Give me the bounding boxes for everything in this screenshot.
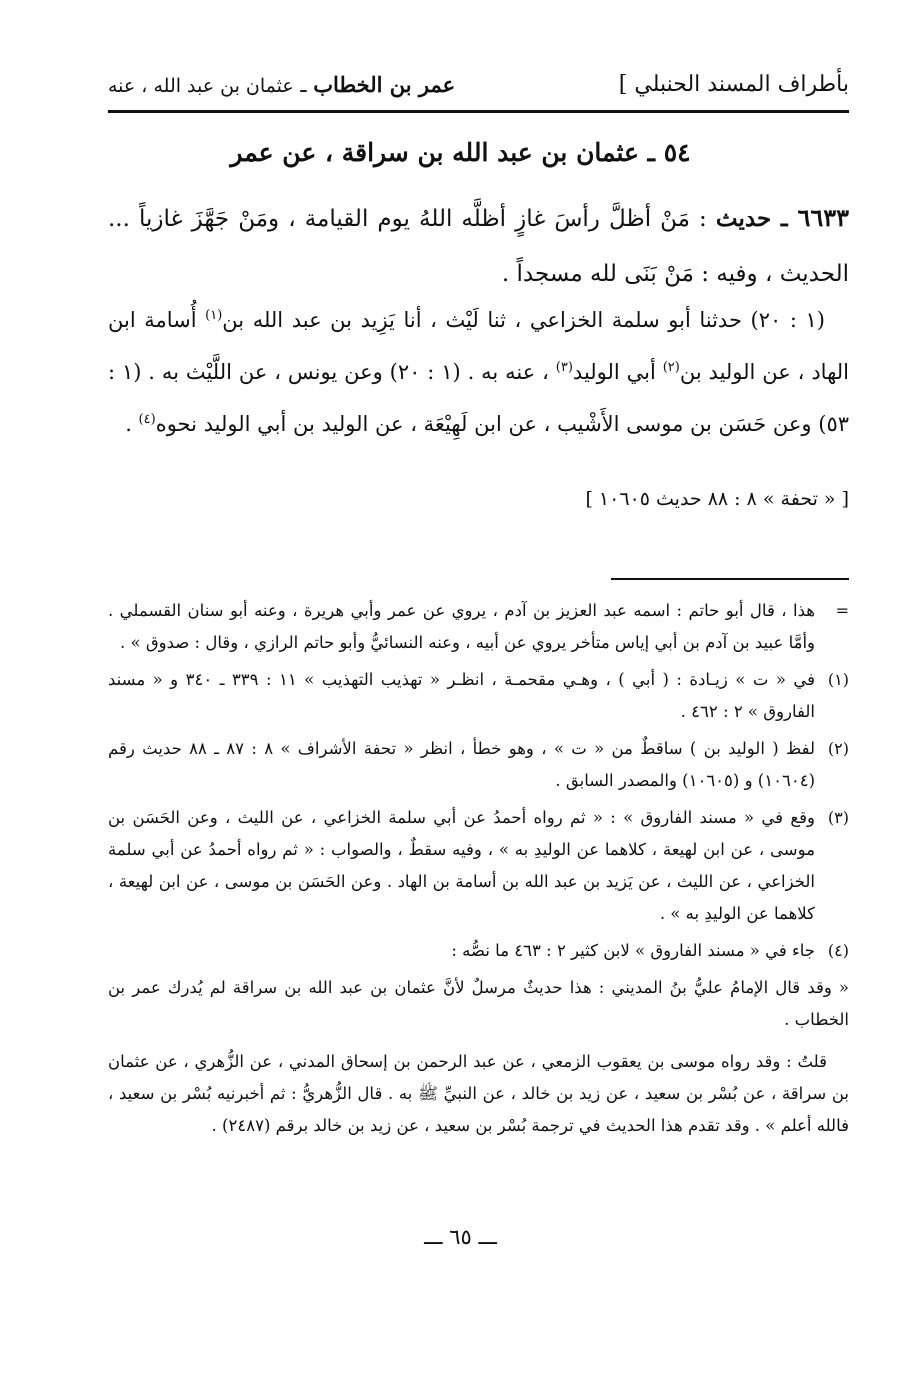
section-title: ٥٤ ـ عثمان بن عبد الله بن سراقة ، عن عمر bbox=[230, 138, 691, 167]
isnad-part-4: ، عنه به . (١ : ٢٠) وعن يونس ، عن اللَّيْث به . (١ : ٥٣) وعن حَسَن بن موسى الأَشْيب ، عن ابن لَهِيْعَة ، عن الوليد بن أبي الوليد نحوه bbox=[108, 360, 849, 436]
footnote-text: لفظ ( الوليد بن ) ساقطٌ من « ت » ، وهو خطأ ، انظر « تحفة الأشراف » ٨ : ٨٧ ـ ٨٨ حديث رقم (١٠٦٠٤) و (١٠٦٠٥) والمصدر السابق . bbox=[108, 739, 815, 790]
page-number: ـــ ٦٥ ـــ bbox=[424, 1225, 497, 1249]
isnad-part-2: أُسامة ابن الهاد ، عن الوليد بن bbox=[108, 308, 849, 384]
footnote-separator bbox=[611, 578, 849, 580]
footnote-quote-1: « وقد قال الإمامُ عليُّ بنُ المديني : هذا حديثٌ مرسلٌ لأنَّ عثمان بن عبد الله بن سراقة لم يُدرك عمر بن الخطاب . bbox=[108, 978, 849, 1029]
footnote-marker: (١) bbox=[827, 670, 849, 689]
footnote-quote-2: قلتُ : وقد رواه موسى بن يعقوب الزمعي ، عن عبد الرحمن بن إسحاق المدني ، عن الزُّهري ، عن عثمان بن سراقة ، عن بُسْر بن سعيد ، عن زيد بن خالد ، عن النبيِّ ﷺ به . قال الزُّهريُّ : ثم أخبرنيه بُسْر بن سعيد ، فالله أعلم » . وقد تقدم هذا الحديث في ترجمة بُسْر بن سعيد ، عن زيد بن خالد برقم (٢٤٨٧) . bbox=[108, 1052, 849, 1135]
footnote-1 bbox=[108, 664, 849, 728]
footnote-marker: = bbox=[835, 601, 849, 620]
footnote-text: جاء في « مسند الفاروق » لابن كثير ٢ : ٤٦٣ ما نصُّه : bbox=[451, 941, 815, 960]
footnote-text: في « ت » زيـادة : ( أبي ) ، وهـي مقحمـة ، انظـر « تهذيب التهذيب » ١١ : ٣٣٩ ـ ٣٤٠ و « مسند الفاروق » ٢ : ٤٦٢ . bbox=[108, 670, 815, 721]
footnote-text: هذا ، قال أبو حاتم : اسمه عبد العزيز بن آدم ، يروي عن عمر وأبي هريرة ، وعنه أبو سنان القسملي . وأمَّا عبيد بن آدم بن أبي إياس متأخر يروي عن أبيه ، وعنه النسائيُّ وأبو حاتم الرازي ، وقال : صدوق » . bbox=[108, 601, 815, 652]
footnote-text: وقع في « مسند الفاروق » : « ثم رواه أحمدُ عن أبي سلمة الخزاعي ، عن الليث ، وعن الحَسَن بن موسى ، عن ابن لهيعة ، كلاهما عن الوليدِ به » ، وفيه سقطٌ ، والصواب : « ثم رواه أحمدُ عن أبي سلمة الخزاعي ، عن الليث ، عن يَزيد بن عبد الله بن أسامة بن الهاد . وعن الحَسَن بن موسى ، عن ابن لهيعة ، كلاهما عن الوليدِ به » . bbox=[108, 808, 815, 923]
header-rule bbox=[108, 110, 849, 113]
header-separator: ـ bbox=[293, 72, 314, 97]
chapter-name: عمر بن الخطاب bbox=[313, 71, 456, 97]
tuhfa-reference: [ « تحفة » ٨ : ٨٨ حديث ١٠٦٠٥ ] bbox=[585, 488, 849, 510]
book-title: بأطراف المسند الحنبلي ] bbox=[618, 71, 849, 97]
isnad-part-3: أبي الوليد bbox=[572, 360, 663, 384]
footnotes bbox=[108, 595, 849, 1142]
footnote-ref-3[interactable]: (٣) bbox=[555, 360, 573, 375]
hadith-entry bbox=[108, 190, 849, 302]
chapter-heading bbox=[108, 72, 455, 97]
isnad-paragraph bbox=[108, 292, 849, 448]
footnote-marker: (٣) bbox=[827, 808, 849, 827]
running-header bbox=[108, 62, 849, 106]
isnad-part-1: (١ : ٢٠) حدثنا أبو سلمة الخزاعي ، ثنا لَيْث ، أنا يَزِيد بن عبد الله بن bbox=[222, 308, 825, 332]
footnote-marker: (٤) bbox=[827, 941, 849, 960]
footnote-ref-4[interactable]: (٤) bbox=[138, 412, 156, 427]
footnote-2 bbox=[108, 733, 849, 797]
footnote-marker: (٢) bbox=[827, 739, 849, 758]
isnad-part-5: . bbox=[125, 412, 139, 436]
footnote-ref-1[interactable]: (١) bbox=[205, 308, 223, 323]
hadith-label: ـ حديث bbox=[715, 205, 798, 232]
footnote-4 bbox=[108, 935, 849, 967]
footnote-ref-2[interactable]: (٢) bbox=[662, 360, 680, 375]
subchapter-name: عثمان بن عبد الله ، عنه bbox=[108, 74, 294, 97]
footnote-continuation bbox=[108, 595, 849, 659]
hadith-text: : مَنْ أظلَّ رأسَ غازٍ أظلَّه اللهُ يوم القيامة ، ومَنْ جَهَّزَ غازياً ... الحديث ، وفيه : مَنْ بَنَى لله مسجداً . bbox=[108, 206, 849, 287]
hadith-number: ٦٦٣٣ bbox=[797, 203, 849, 232]
footnote-3 bbox=[108, 802, 849, 930]
